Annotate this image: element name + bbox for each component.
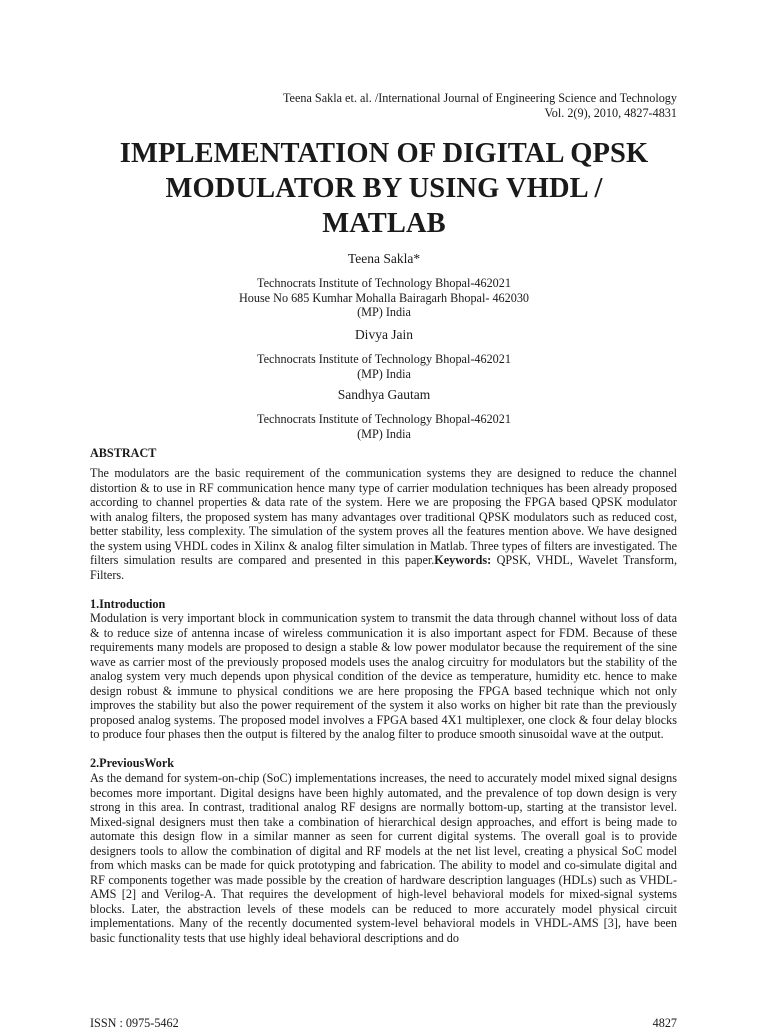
author-block-3	[0, 386, 768, 441]
affiliation-line: Technocrats Institute of Technology Bhopal-462021	[257, 276, 511, 290]
affiliation-line: (MP) India	[357, 366, 411, 381]
footer-page-number: 4827	[652, 1016, 677, 1030]
author-block-2	[0, 326, 768, 381]
author-name: Sandhya Gautam	[337, 387, 431, 402]
introduction-heading: 1.Introduction	[90, 597, 166, 611]
affiliation-line: Technocrats Institute of Technology Bhopal-462021	[257, 412, 511, 426]
keywords-list: QPSK, VHDL, Wavelet Transform, Filters.	[90, 553, 677, 582]
keywords-label: Keywords:	[434, 553, 492, 568]
abstract-text: The modulators are the basic requirement of the communication systems they are designed to reduce the channel distortion & to use in RF communication hence many type of carrier modulation techniques has been already proposed according to channel properties & data rate of the system. Here we are proposing the FPGA based QPSK modulator with analog filters, the proposed system has many advantages over traditional QPSK modulators such as reduced cost, better stability, less complexity. The simulation of the system proves all the features mention above. We have designed the system using VHDL codes in Xilinx & analog filter simulation in Matlab. Three types of filters are investigated. The filters simulation results are compared and presented in this paper.	[90, 466, 677, 568]
previous-work-paragraph: As the demand for system-on-chip (SoC) implementations increases, the need to accurately model mixed signal designs becomes more important. Digital designs have been highly automated, and the prevalence of top down design is very strong in this area. In contrast, traditional analog RF designs are normally bottom-up, starting at the transistor level. Mixed-signal designers must then take a combination of hierarchical design approaches, and effort is being made to automate this design flow in a similar manner as seen for current digital systems. The overall goal is to provide designers tools to allow the combination of digital and RF models at the net list level, creating a physical SoC model from which masks can be made for quick prototyping and fabrication. The ability to model and co-simulate digital and RF components together was made possible by the creation of hardware description languages (HDLs) such as VHDL-AMS [2] and Verilog-A. That requires the development of high-level behavioral models for mixed-signal systems blocks. Later, the abstraction levels of these models can be reduced to more accurately model physical circuit implementations. Many of the recently documented system-level behavioral models in VHDL-AMS [3], have been basic functionality tests that use highly ideal behavioral descriptions and do	[90, 771, 677, 946]
author-affiliation	[0, 352, 768, 381]
author-block-1	[0, 250, 768, 320]
introduction-paragraph: Modulation is very important block in communication system to transmit the data through channel without loss of data & to reduce size of antenna incase of wireless communication it is also important aspect for FDM. Because of these requirements many models are proposed to design a stable & low power modulator because the requirement of the sine wave as carrier most of the previously proposed models uses the analog circuitry for modulators but the stability of the analog system very much depends upon physical condition of the device as temperature, humidity etc. hence to make design robust & immune to physical conditions we are here proposing the FPGA based technique which not only improves the stability but also the power requirement of the system it also works on higher bit rate than the previously proposed analog systems. The proposed model involves a FPGA based 4X1 multiplexer, one clock & four delay blocks to produce four phases then the output is filtered by the analog filter to produce smooth sinusoidal wave at the output.	[90, 611, 677, 742]
affiliation-line: (MP) India	[357, 305, 411, 320]
author-affiliation	[0, 412, 768, 441]
title-line-3: MATLAB	[322, 208, 446, 239]
title-line-2: MODULATOR BY USING VHDL /	[165, 173, 603, 204]
abstract-heading: ABSTRACT	[90, 446, 157, 460]
paper-title	[0, 136, 768, 241]
abstract-paragraph	[90, 466, 677, 582]
affiliation-line: Technocrats Institute of Technology Bhopal-462021	[257, 352, 511, 366]
footer-issn: ISSN : 0975-5462	[90, 1016, 179, 1030]
affiliation-line: House No 685 Kumhar Mohalla Bairagarh Bhopal- 462030	[238, 290, 530, 305]
header-volume: Vol. 2(9), 2010, 4827-4831	[544, 106, 677, 120]
author-name: Divya Jain	[354, 327, 414, 342]
previous-work-heading: 2.PreviousWork	[90, 756, 175, 770]
running-header	[257, 91, 677, 121]
author-name: Teena Sakla*	[347, 251, 421, 266]
author-affiliation	[0, 276, 768, 320]
affiliation-line: (MP) India	[357, 426, 411, 441]
title-line-1: IMPLEMENTATION OF DIGITAL QPSK	[119, 138, 649, 169]
header-citation: Teena Sakla et. al. /International Journal of Engineering Science and Technology	[282, 91, 677, 105]
